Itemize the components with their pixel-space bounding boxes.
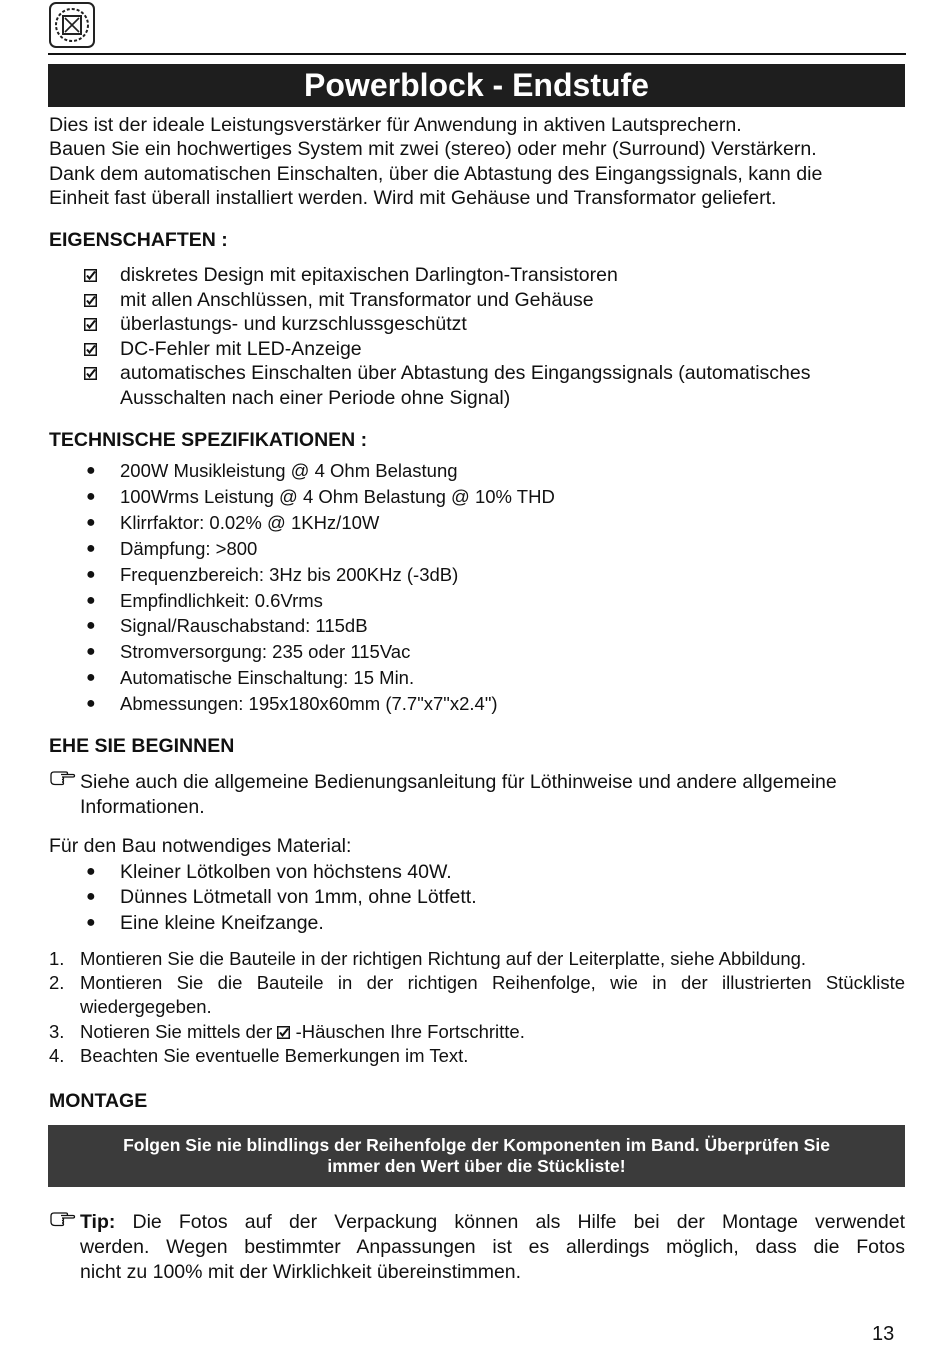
step-text: Montieren Sie die Bauteile in der richtigen Richtung auf der Leiterplatte, siehe Abbildung. — [80, 948, 807, 969]
bullet-icon: ● — [86, 592, 96, 609]
spec-text: Klirrfaktor: 0.02% @ 1KHz/10W — [120, 512, 380, 533]
spec-text: Stromversorgung: 235 oder 115Vac — [120, 641, 411, 662]
bullet-icon: ● — [86, 462, 96, 479]
features-heading: EIGENSCHAFTEN : — [49, 229, 228, 251]
spec-text: Signal/Rauschabstand: 115dB — [120, 615, 368, 636]
checked-box-icon — [80, 337, 104, 361]
checked-box-icon — [80, 263, 104, 287]
step-text — [80, 1020, 905, 1044]
spec-text: 100Wrms Leistung @ 4 Ohm Belastung @ 10% THD — [120, 486, 555, 507]
step-text: Beachten Sie eventuelle Bemerkungen im Text. — [80, 1045, 469, 1066]
intro-line: Dank dem automatischen Einschalten, über die Abtastung des Eingangssignals, kann die — [49, 162, 823, 185]
intro-line: Bauen Sie ein hochwertiges System mit zwei (stereo) oder mehr (Surround) Verstärkern. — [49, 138, 817, 161]
feature-text: diskretes Design mit epitaxischen Darlington-Transistoren — [120, 264, 618, 286]
bullet-icon: ● — [86, 514, 96, 531]
tip-line — [80, 1210, 905, 1235]
intro-paragraph — [49, 113, 905, 211]
warning-line: Folgen Sie nie blindlings der Reihenfolge der Komponenten im Band. Überprüfen Sie — [123, 1135, 830, 1155]
warning-line: immer den Wert über die Stückliste! — [327, 1156, 626, 1176]
step-text-part: -Häuschen Ihre Fortschritte. — [295, 1021, 525, 1042]
material-label: Für den Bau notwendiges Material: — [49, 835, 352, 857]
note-line: Informationen. — [80, 796, 205, 818]
spec-text: Frequenzbereich: 3Hz bis 200KHz (-3dB) — [120, 564, 459, 585]
tip-line: nicht zu 100% mit der Wirklichkeit übereinstimmen. — [80, 1261, 522, 1283]
pointing-hand-icon — [50, 1210, 76, 1228]
specs-heading: TECHNISCHE SPEZIFIKATIONEN : — [49, 429, 368, 451]
bullet-icon: ● — [86, 540, 96, 557]
spec-text: Dämpfung: >800 — [120, 538, 258, 559]
checked-box-icon — [80, 312, 104, 336]
material-text: Kleiner Lötkolben von höchstens 40W. — [120, 861, 452, 883]
page-title: Powerblock - Endstufe — [304, 67, 649, 103]
tip-line: werden. Wegen bestimmter Anpassungen ist es allerdings möglich, dass die Fotos — [80, 1236, 905, 1258]
step-text: Montieren Sie die Bauteile in der richtigen Reihenfolge, wie in der illustrierten Stückliste — [80, 972, 905, 993]
intro-line: Dies ist der ideale Leistungsverstärker für Anwendung in aktiven Lautsprechern. — [49, 114, 742, 136]
feature-text: mit allen Anschlüssen, mit Transformator und Gehäuse — [120, 289, 594, 311]
step-number: 4. — [49, 1045, 65, 1066]
before-note — [80, 770, 905, 820]
step-text: wiedergegeben. — [80, 996, 212, 1017]
bullet-icon: ● — [86, 643, 96, 660]
bullet-icon: ● — [86, 669, 96, 686]
pointing-hand-icon — [50, 769, 76, 787]
warning-banner — [48, 1125, 905, 1187]
step-text-part: Notieren Sie mittels der — [80, 1021, 273, 1042]
page-title-bar — [48, 64, 905, 107]
step-number: 3. — [49, 1021, 65, 1042]
tip-paragraph — [80, 1210, 905, 1285]
feature-text: automatisches Einschalten über Abtastung des Eingangssignals (automatisches — [120, 362, 811, 384]
note-line: Siehe auch die allgemeine Bedienungsanleitung für Löthinweise und andere allgemeine — [80, 771, 837, 793]
bullet-icon: ● — [86, 488, 96, 505]
bullet-icon: ● — [86, 888, 96, 905]
feature-text: überlastungs- und kurzschlussgeschützt — [120, 313, 467, 335]
checked-box-icon — [277, 1026, 290, 1039]
material-text: Eine kleine Kneifzange. — [120, 912, 324, 934]
page-number: 13 — [872, 1323, 895, 1345]
step-number: 2. — [49, 972, 65, 993]
bullet-icon: ● — [86, 914, 96, 931]
spec-text: Empfindlichkeit: 0.6Vrms — [120, 590, 323, 611]
spec-text: Abmessungen: 195x180x60mm (7.7"x7"x2.4") — [120, 693, 498, 714]
feature-text: Ausschalten nach einer Periode ohne Signal) — [120, 387, 511, 409]
logo-icon — [49, 2, 95, 48]
before-heading: EHE SIE BEGINNEN — [49, 735, 235, 757]
spec-text: 200W Musikleistung @ 4 Ohm Belastung — [120, 460, 458, 481]
feature-text: DC-Fehler mit LED-Anzeige — [120, 338, 362, 360]
checked-box-icon — [80, 288, 104, 312]
intro-line: Einheit fast überall installiert werden. Wird mit Gehäuse und Transformator geliefert. — [49, 187, 777, 210]
bullet-icon: ● — [86, 695, 96, 712]
spec-text: Automatische Einschaltung: 15 Min. — [120, 667, 415, 688]
header-rule — [48, 53, 906, 55]
checked-box-icon — [80, 361, 104, 385]
material-text: Dünnes Lötmetall von 1mm, ohne Lötfett. — [120, 886, 477, 908]
tip-text: Die Fotos auf der Verpackung können als Hilfe bei der Montage verwendet — [132, 1211, 905, 1233]
bullet-icon: ● — [86, 863, 96, 880]
montage-heading: MONTAGE — [49, 1090, 148, 1112]
step-number: 1. — [49, 948, 65, 969]
bullet-icon: ● — [86, 566, 96, 583]
bullet-icon: ● — [86, 617, 96, 634]
tip-label: Tip: — [80, 1211, 116, 1233]
